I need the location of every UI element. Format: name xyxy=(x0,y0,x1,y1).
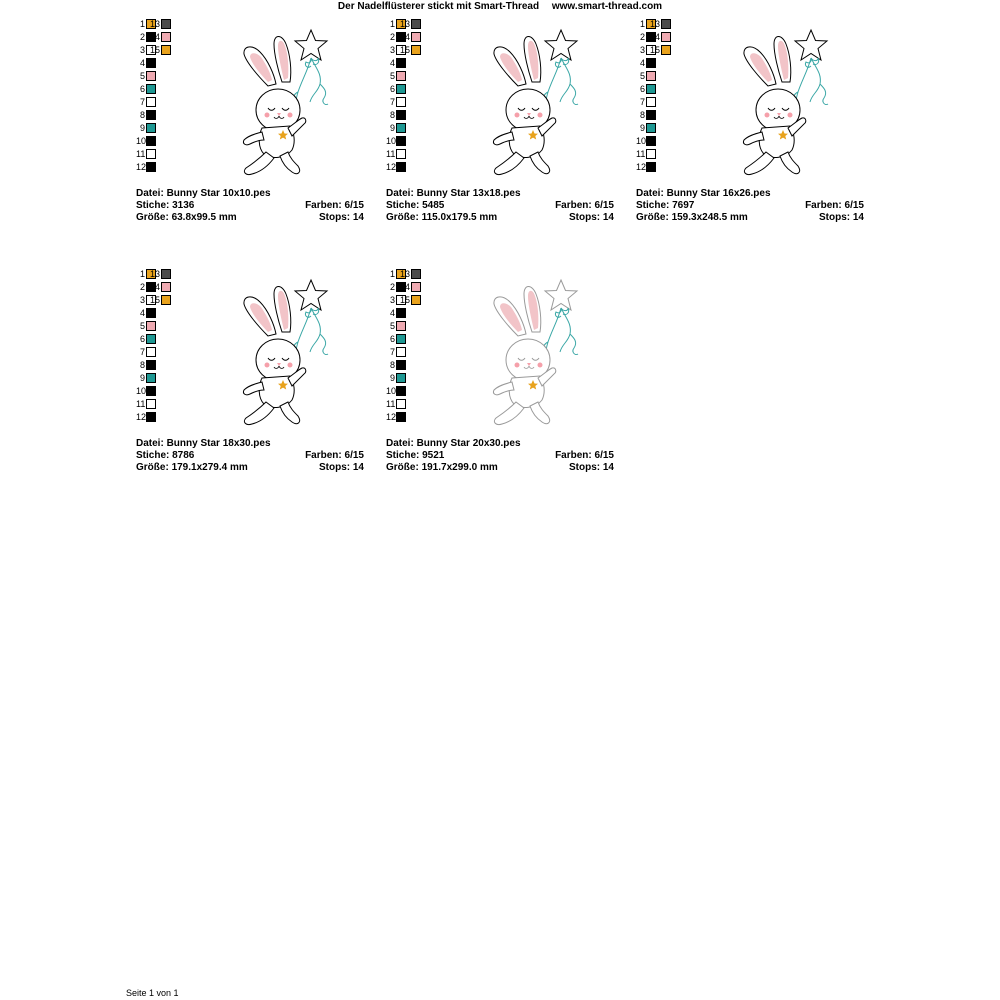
legend-row xyxy=(636,96,696,108)
color-swatch xyxy=(646,58,656,68)
color-swatch xyxy=(161,19,171,29)
color-swatch xyxy=(396,347,406,357)
page-header xyxy=(0,1,1000,13)
legend-row xyxy=(636,83,696,95)
legend-row xyxy=(636,57,696,69)
star-balloon xyxy=(545,280,577,310)
color-swatch xyxy=(161,295,171,305)
design-info xyxy=(136,438,364,474)
legend-number: 7 xyxy=(389,97,395,107)
legend-number: 10 xyxy=(636,136,647,146)
bunny-star-figure xyxy=(732,22,872,178)
legend-number: 5 xyxy=(389,71,395,81)
legend-row xyxy=(386,398,446,410)
legend-number: 2 xyxy=(389,282,395,292)
color-swatch xyxy=(396,321,406,331)
legend-number: 14 xyxy=(399,282,410,292)
legend-number: 3 xyxy=(139,45,145,55)
colors-value: 6/15 xyxy=(344,200,364,211)
legend-row xyxy=(386,372,446,384)
legend-row xyxy=(136,294,196,306)
color-swatch xyxy=(146,334,156,344)
legend-number: 2 xyxy=(639,32,645,42)
legend-row xyxy=(136,372,196,384)
legend-number: 4 xyxy=(389,308,395,318)
stops-label: Stops: xyxy=(568,462,601,473)
color-swatch xyxy=(396,334,406,344)
color-swatch xyxy=(396,399,406,409)
legend-row xyxy=(136,57,196,69)
legend-row xyxy=(136,148,196,160)
color-swatch xyxy=(396,136,406,146)
file-name: Bunny Star 16x26.pes xyxy=(666,188,771,199)
legend-number: 5 xyxy=(639,71,645,81)
bunny-star-embroidery-image xyxy=(482,22,622,178)
legend-number: 9 xyxy=(389,373,395,383)
design-card-2 xyxy=(386,18,616,233)
legend-row xyxy=(136,161,196,173)
star-balloon xyxy=(295,280,327,310)
color-swatch xyxy=(396,84,406,94)
file-name: Bunny Star 18x30.pes xyxy=(166,438,271,449)
legend-number: 6 xyxy=(389,84,395,94)
legend-number: 15 xyxy=(649,45,660,55)
legend-number: 9 xyxy=(639,123,645,133)
legend-number: 6 xyxy=(139,334,145,344)
legend-number: 11 xyxy=(636,149,646,159)
legend-number: 10 xyxy=(136,386,147,396)
color-swatch xyxy=(646,84,656,94)
stitches-value: 8786 xyxy=(172,450,195,461)
legend-number: 3 xyxy=(389,295,395,305)
color-swatch xyxy=(661,32,671,42)
color-swatch xyxy=(396,412,406,422)
legend-row xyxy=(136,18,196,30)
color-swatch xyxy=(396,373,406,383)
color-swatch xyxy=(161,32,171,42)
legend-number: 5 xyxy=(139,321,145,331)
colors-value: 6/15 xyxy=(594,450,614,461)
legend-row xyxy=(386,135,446,147)
legend-row xyxy=(136,411,196,423)
file-label: Datei: xyxy=(136,438,164,449)
color-swatch xyxy=(146,308,156,318)
legend-number: 5 xyxy=(139,71,145,81)
legend-row xyxy=(386,411,446,423)
legend-row xyxy=(136,307,196,319)
color-swatch xyxy=(146,110,156,120)
stops-label: Stops: xyxy=(818,212,851,223)
stitches-value: 3136 xyxy=(172,200,195,211)
colors-label: Farben: xyxy=(805,200,842,211)
color-swatch xyxy=(646,162,656,172)
legend-number: 5 xyxy=(389,321,395,331)
color-swatch xyxy=(396,149,406,159)
stitches-label: Stiche: xyxy=(386,450,420,461)
legend-number: 6 xyxy=(639,84,645,94)
legend-number: 12 xyxy=(136,412,147,422)
legend-number: 4 xyxy=(389,58,395,68)
star-balloon xyxy=(545,30,577,60)
bunny-star-figure xyxy=(482,272,622,428)
stops-value: 14 xyxy=(852,212,864,223)
legend-row xyxy=(386,31,446,43)
color-swatch xyxy=(411,45,421,55)
legend-number: 1 xyxy=(389,19,395,29)
legend-row xyxy=(136,109,196,121)
color-swatch xyxy=(646,123,656,133)
legend-row xyxy=(636,44,696,56)
size-value: 179.1x279.4 mm xyxy=(171,462,248,473)
legend-row xyxy=(136,44,196,56)
legend-number: 15 xyxy=(149,295,160,305)
legend-row xyxy=(136,320,196,332)
stitches-label: Stiche: xyxy=(636,200,670,211)
color-swatch xyxy=(146,321,156,331)
legend-row xyxy=(386,70,446,82)
bunny-star-embroidery-image xyxy=(482,272,622,428)
legend-row xyxy=(636,148,696,160)
colors-value: 6/15 xyxy=(344,450,364,461)
legend-number: 14 xyxy=(399,32,410,42)
legend-row xyxy=(136,83,196,95)
legend-number: 8 xyxy=(139,360,145,370)
color-swatch xyxy=(146,136,156,146)
stops-label: Stops: xyxy=(568,212,601,223)
legend-row xyxy=(636,161,696,173)
size-label: Größe: xyxy=(136,462,169,473)
legend-number: 9 xyxy=(139,123,145,133)
legend-row xyxy=(636,122,696,134)
color-swatch xyxy=(396,71,406,81)
color-swatch xyxy=(146,97,156,107)
legend-number: 7 xyxy=(139,347,145,357)
legend-number: 6 xyxy=(389,334,395,344)
page-footer: Seite 1 von 1 xyxy=(126,988,179,998)
legend-number: 2 xyxy=(389,32,395,42)
legend-number: 13 xyxy=(649,19,660,29)
color-swatch xyxy=(146,412,156,422)
legend-row xyxy=(386,122,446,134)
stops-value: 14 xyxy=(352,462,364,473)
color-swatch xyxy=(146,386,156,396)
legend-row xyxy=(386,294,446,306)
legend-number: 15 xyxy=(399,45,410,55)
legend-row xyxy=(136,268,196,280)
stitches-value: 9521 xyxy=(422,450,445,461)
stitches-value: 7697 xyxy=(672,200,695,211)
star-balloon xyxy=(295,30,327,60)
color-swatch xyxy=(646,136,656,146)
legend-number: 11 xyxy=(386,399,396,409)
legend-number: 10 xyxy=(386,136,397,146)
legend-row xyxy=(386,320,446,332)
color-swatch xyxy=(411,19,421,29)
legend-row xyxy=(136,333,196,345)
legend-row xyxy=(136,135,196,147)
star-balloon xyxy=(795,30,827,60)
color-swatch xyxy=(396,110,406,120)
size-value: 159.3x248.5 mm xyxy=(671,212,748,223)
legend-number: 8 xyxy=(389,110,395,120)
legend-row xyxy=(386,57,446,69)
legend-number: 1 xyxy=(389,269,395,279)
legend-row xyxy=(386,268,446,280)
legend-row xyxy=(636,31,696,43)
legend-row xyxy=(386,44,446,56)
legend-number: 3 xyxy=(139,295,145,305)
file-label: Datei: xyxy=(136,188,164,199)
stops-label: Stops: xyxy=(318,462,351,473)
color-swatch xyxy=(146,71,156,81)
colors-label: Farben: xyxy=(305,200,342,211)
legend-number: 9 xyxy=(139,373,145,383)
colors-value: 6/15 xyxy=(844,200,864,211)
legend-row xyxy=(386,18,446,30)
design-info xyxy=(386,188,614,224)
legend-number: 15 xyxy=(399,295,410,305)
legend-number: 10 xyxy=(386,386,397,396)
color-swatch xyxy=(146,162,156,172)
size-value: 191.7x299.0 mm xyxy=(421,462,498,473)
colors-label: Farben: xyxy=(555,200,592,211)
color-swatch xyxy=(396,360,406,370)
colors-value: 6/15 xyxy=(594,200,614,211)
color-swatch xyxy=(146,347,156,357)
color-swatch xyxy=(146,58,156,68)
bunny-star-figure xyxy=(482,22,622,178)
legend-number: 6 xyxy=(139,84,145,94)
design-info xyxy=(386,438,614,474)
legend-row xyxy=(636,109,696,121)
legend-number: 12 xyxy=(386,412,397,422)
legend-number: 9 xyxy=(389,123,395,133)
legend-number: 11 xyxy=(386,149,396,159)
legend-row xyxy=(136,70,196,82)
color-swatch xyxy=(411,295,421,305)
size-value: 115.0x179.5 mm xyxy=(421,212,498,223)
color-swatch xyxy=(661,45,671,55)
header-title: Der Nadelflüsterer stickt mit Smart-Thread xyxy=(337,1,540,12)
stops-value: 14 xyxy=(602,462,614,473)
legend-row xyxy=(386,83,446,95)
legend-number: 11 xyxy=(136,399,146,409)
colors-label: Farben: xyxy=(305,450,342,461)
color-swatch xyxy=(146,84,156,94)
stitches-label: Stiche: xyxy=(386,200,420,211)
file-label: Datei: xyxy=(386,438,414,449)
colors-label: Farben: xyxy=(555,450,592,461)
legend-row xyxy=(136,385,196,397)
design-card-1 xyxy=(136,18,366,233)
color-swatch xyxy=(146,123,156,133)
legend-number: 4 xyxy=(139,58,145,68)
legend-number: 7 xyxy=(139,97,145,107)
legend-row xyxy=(386,96,446,108)
legend-number: 13 xyxy=(399,269,410,279)
legend-number: 13 xyxy=(149,19,160,29)
legend-number: 3 xyxy=(389,45,395,55)
color-swatch xyxy=(146,360,156,370)
stitches-value: 5485 xyxy=(422,200,445,211)
legend-row xyxy=(386,346,446,358)
color-swatch xyxy=(161,269,171,279)
legend-row xyxy=(386,161,446,173)
file-name: Bunny Star 13x18.pes xyxy=(416,188,521,199)
legend-number: 8 xyxy=(639,110,645,120)
legend-row xyxy=(636,135,696,147)
color-swatch xyxy=(396,123,406,133)
legend-row xyxy=(386,359,446,371)
color-swatch xyxy=(396,308,406,318)
size-label: Größe: xyxy=(136,212,169,223)
stitches-label: Stiche: xyxy=(136,450,170,461)
color-swatch xyxy=(411,32,421,42)
legend-number: 2 xyxy=(139,32,145,42)
legend-number: 13 xyxy=(149,269,160,279)
legend-number: 13 xyxy=(399,19,410,29)
legend-number: 4 xyxy=(639,58,645,68)
legend-number: 14 xyxy=(149,282,160,292)
legend-row xyxy=(386,109,446,121)
color-swatch xyxy=(646,110,656,120)
color-swatch xyxy=(411,269,421,279)
legend-number: 8 xyxy=(389,360,395,370)
color-swatch xyxy=(646,97,656,107)
legend-number: 10 xyxy=(136,136,147,146)
legend-row xyxy=(386,148,446,160)
legend-row xyxy=(386,307,446,319)
color-swatch xyxy=(161,282,171,292)
bunny-star-embroidery-image xyxy=(732,22,872,178)
legend-number: 4 xyxy=(139,308,145,318)
design-card-5 xyxy=(386,268,616,483)
file-label: Datei: xyxy=(386,188,414,199)
stops-value: 14 xyxy=(352,212,364,223)
size-label: Größe: xyxy=(386,212,419,223)
color-swatch xyxy=(396,162,406,172)
legend-row xyxy=(136,96,196,108)
legend-row xyxy=(136,359,196,371)
legend-number: 12 xyxy=(386,162,397,172)
color-swatch xyxy=(396,386,406,396)
color-swatch xyxy=(146,149,156,159)
legend-number: 15 xyxy=(149,45,160,55)
legend-number: 14 xyxy=(149,32,160,42)
stitches-label: Stiche: xyxy=(136,200,170,211)
header-url: www.smart-thread.com xyxy=(551,1,663,12)
design-card-3 xyxy=(636,18,866,233)
legend-number: 1 xyxy=(139,269,145,279)
legend-row xyxy=(136,346,196,358)
legend-row xyxy=(386,385,446,397)
legend-number: 1 xyxy=(639,19,645,29)
size-label: Größe: xyxy=(386,462,419,473)
size-value: 63.8x99.5 mm xyxy=(171,212,237,223)
legend-row xyxy=(636,18,696,30)
legend-row xyxy=(136,31,196,43)
legend-number: 11 xyxy=(136,149,146,159)
color-swatch xyxy=(646,71,656,81)
file-name: Bunny Star 10x10.pes xyxy=(166,188,271,199)
file-label: Datei: xyxy=(636,188,664,199)
file-name: Bunny Star 20x30.pes xyxy=(416,438,521,449)
color-swatch xyxy=(396,58,406,68)
bunny-star-embroidery-image xyxy=(232,22,372,178)
color-swatch xyxy=(661,19,671,29)
color-swatch xyxy=(146,373,156,383)
design-info xyxy=(136,188,364,224)
legend-number: 3 xyxy=(639,45,645,55)
size-label: Größe: xyxy=(636,212,669,223)
legend-row xyxy=(386,281,446,293)
color-swatch xyxy=(146,399,156,409)
design-card-4 xyxy=(136,268,366,483)
legend-number: 1 xyxy=(139,19,145,29)
bunny-star-figure xyxy=(232,272,372,428)
legend-number: 12 xyxy=(636,162,647,172)
legend-number: 12 xyxy=(136,162,147,172)
bunny-star-figure xyxy=(232,22,372,178)
design-info xyxy=(636,188,864,224)
legend-number: 8 xyxy=(139,110,145,120)
stops-value: 14 xyxy=(602,212,614,223)
stops-label: Stops: xyxy=(318,212,351,223)
legend-row xyxy=(136,122,196,134)
legend-number: 7 xyxy=(639,97,645,107)
legend-number: 2 xyxy=(139,282,145,292)
legend-number: 7 xyxy=(389,347,395,357)
legend-row xyxy=(136,398,196,410)
legend-number: 14 xyxy=(649,32,660,42)
legend-row xyxy=(636,70,696,82)
legend-row xyxy=(136,281,196,293)
color-swatch xyxy=(411,282,421,292)
color-swatch xyxy=(646,149,656,159)
legend-row xyxy=(386,333,446,345)
bunny-star-embroidery-image xyxy=(232,272,372,428)
color-swatch xyxy=(396,97,406,107)
color-swatch xyxy=(161,45,171,55)
